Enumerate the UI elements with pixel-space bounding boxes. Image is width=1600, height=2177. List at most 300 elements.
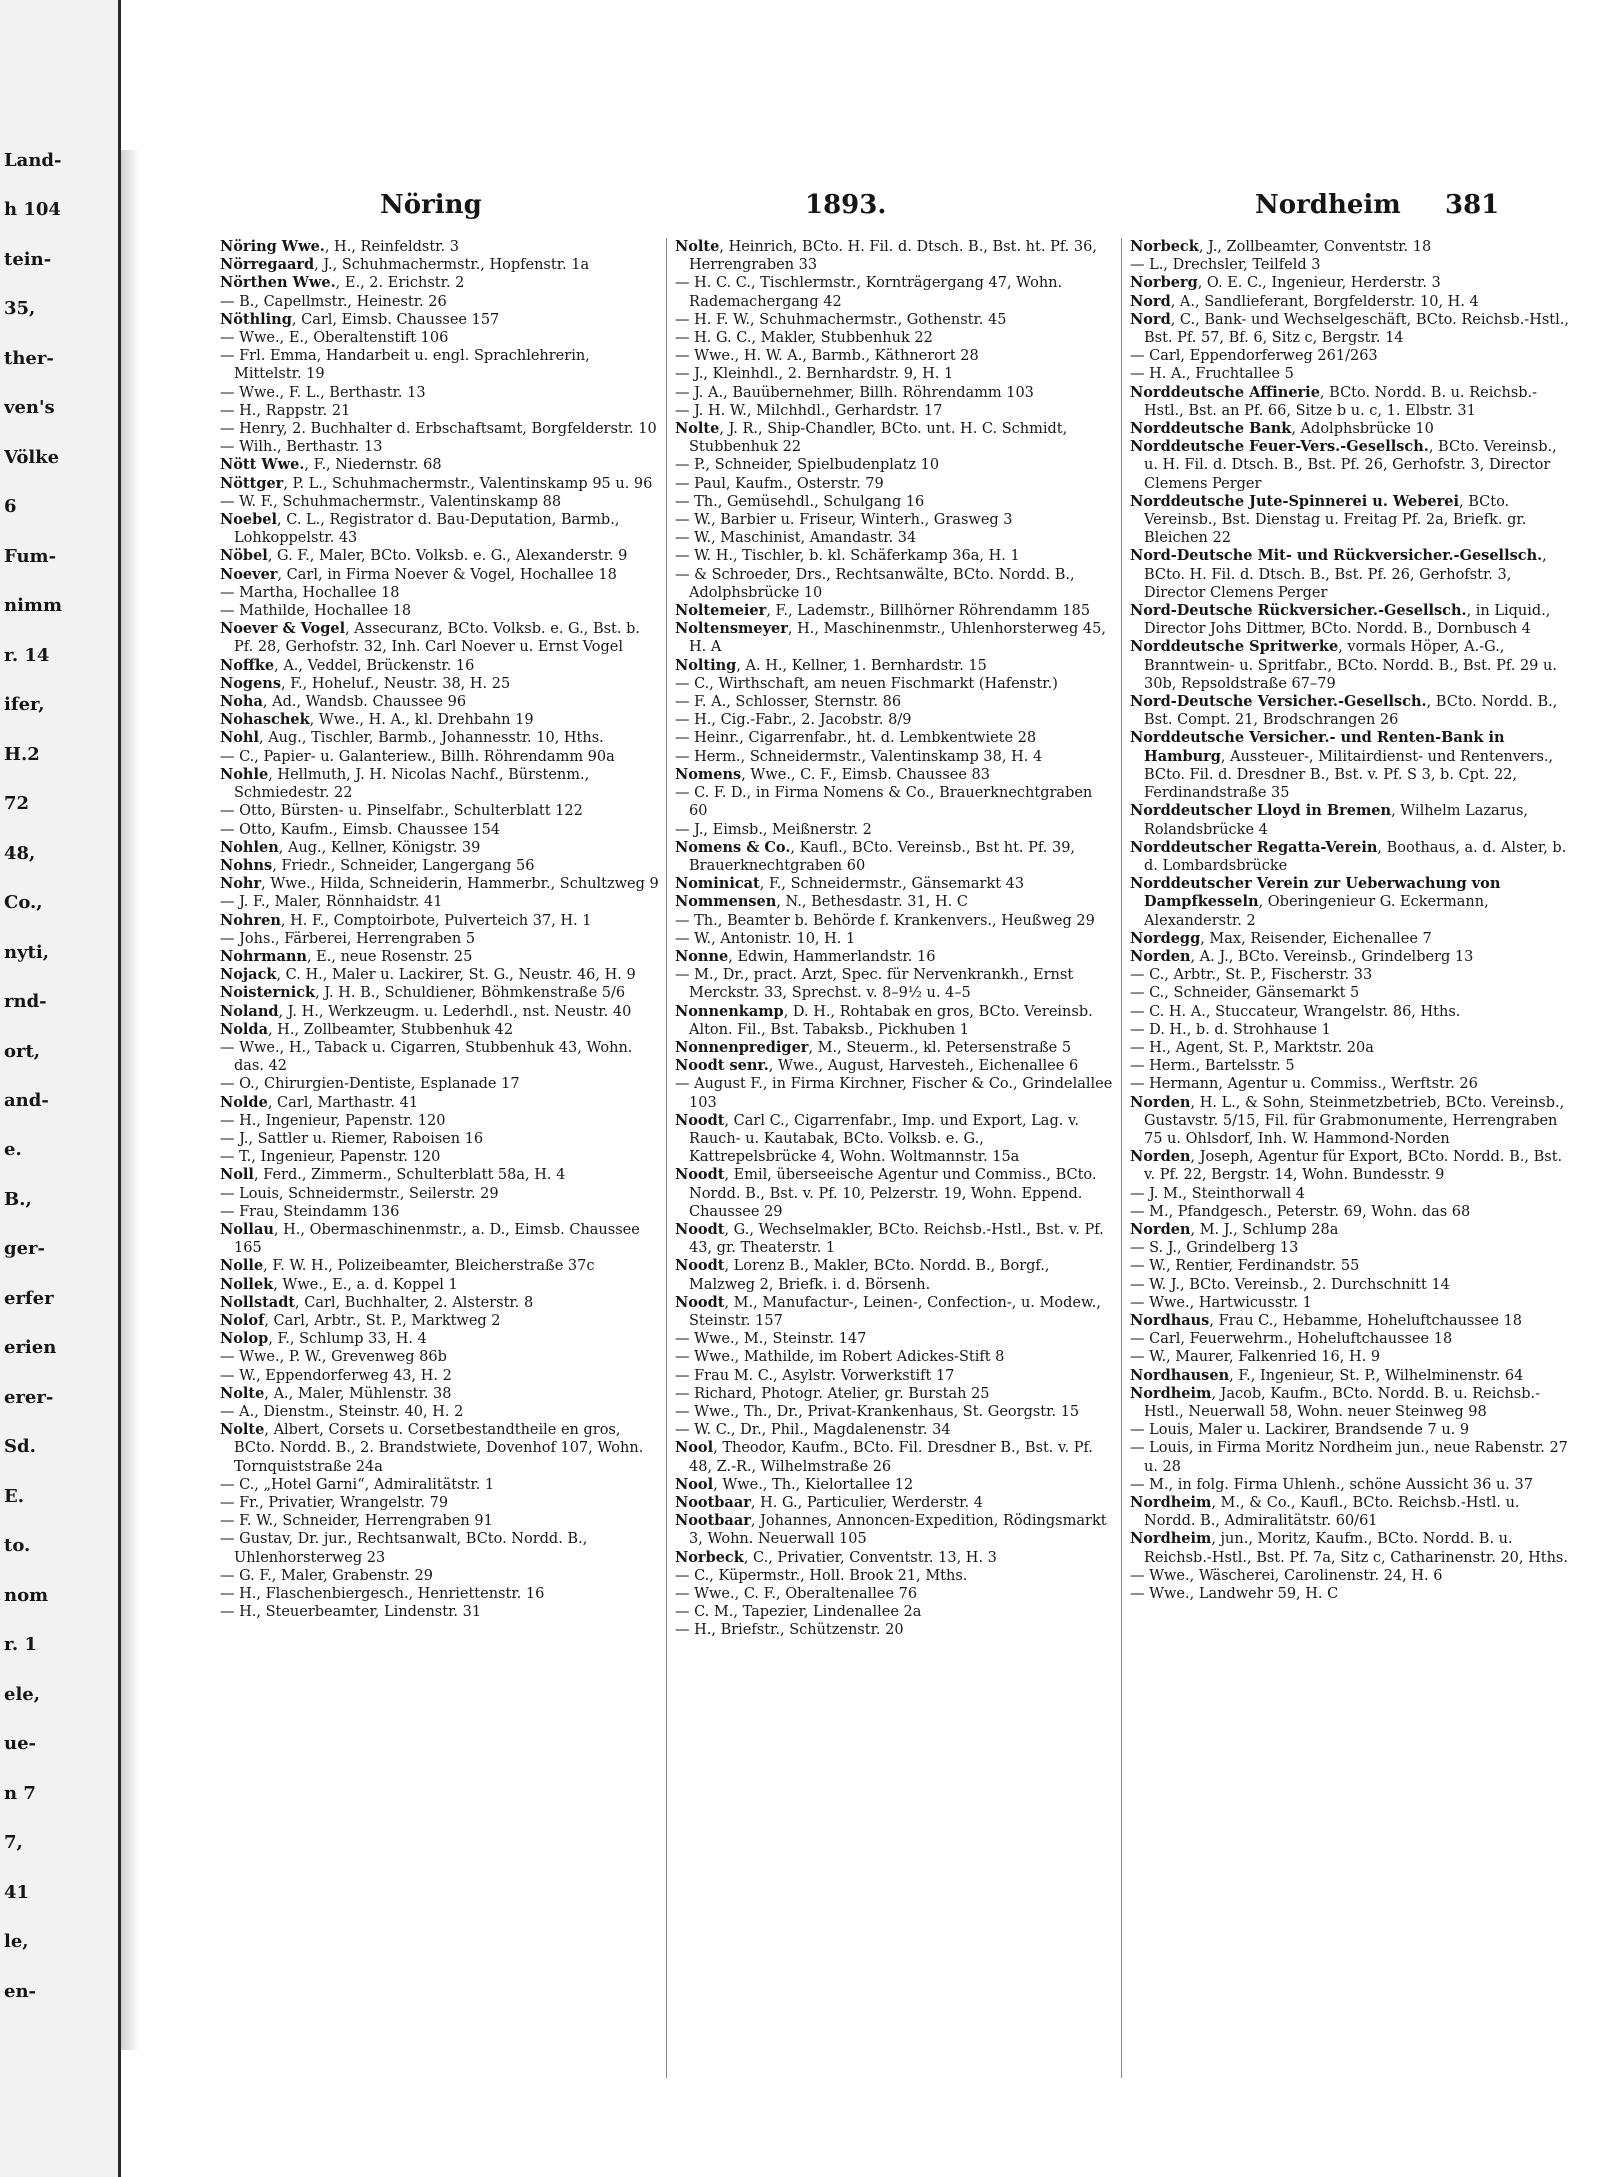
directory-entry: Nohle, Hellmuth, J. H. Nicolas Nachf., Bürstenm., Schmiedestr. 22 — [220, 765, 590, 802]
directory-entry: Nolof, Carl, Arbtr., St. P., Marktweg 2 — [220, 1311, 501, 1329]
directory-entry: Norden, A. J., BCto. Vereinsb., Grindelberg 13 — [1130, 947, 1474, 965]
facing-page-fragment: ue- — [4, 1733, 37, 1754]
facing-page-fragment: nyti, — [4, 942, 49, 963]
directory-entry: Norbeck, C., Privatier, Conventstr. 13, H. 3 — [675, 1548, 997, 1566]
directory-entry: Nonnenprediger, M., Steuerm., kl. Petersenstraße 5 — [675, 1038, 1072, 1056]
entry-name: Nord-Deutsche Mit- und Rückversicher.-Gesellsch. — [1130, 547, 1543, 565]
directory-entry: — W. J., BCto. Vereinsb., 2. Durchschnitt 14 — [1130, 1276, 1450, 1293]
facing-page-fragment: Völke — [4, 447, 60, 468]
directory-entry: Nohlen, Aug., Kellner, Königstr. 39 — [220, 838, 481, 856]
entry-name: Noever — [220, 565, 278, 583]
facing-page-fragment: H.2 — [4, 744, 40, 765]
directory-entry: — & Schroeder, Drs., Rechtsanwälte, BCto. Nordd. B., Adolphsbrücke 10 — [675, 566, 1075, 601]
directory-entry: — H., Ingenieur, Papenstr. 120 — [220, 1112, 446, 1129]
directory-entry: Nolte, J. R., Ship-Chandler, BCto. unt. H. C. Schmidt, Stubbenhuk 22 — [675, 420, 1068, 456]
entry-name: Noodt — [675, 1166, 725, 1184]
entry-name: Nord-Deutsche Rückversicher.-Gesellsch. — [1130, 602, 1467, 620]
facing-page-fragment: ifer, — [4, 694, 45, 715]
directory-entry: Noodt senr., Wwe., August, Harvesteh., Eichenallee 6 — [675, 1057, 1079, 1075]
directory-entry: — S. J., Grindelberg 13 — [1130, 1240, 1299, 1257]
directory-entry: Nordheim, Jacob, Kaufm., BCto. Nordd. B. u. Reichsb.-Hstl., Neuerwall 58, Wohn. neuer Steinweg 98 — [1130, 1384, 1541, 1420]
directory-entry: Nollau, H., Obermaschinenmstr., a. D., Eimsb. Chaussee 165 — [220, 1220, 640, 1257]
directory-entry: — W., Maurer, Falkenried 16, H. 9 — [1130, 1349, 1381, 1366]
entry-name: Noisternick — [220, 984, 316, 1002]
directory-entry: — Frau M. C., Asylstr. Vorwerkstift 17 — [675, 1367, 955, 1384]
entry-name: Noebel — [220, 511, 278, 529]
directory-entry: Nolop, F., Schlump 33, H. 4 — [220, 1330, 427, 1348]
entry-name: Nöring Wwe. — [220, 238, 325, 255]
facing-page-fragment: ele, — [4, 1684, 41, 1705]
directory-entry: — P., Schneider, Spielbudenplatz 10 — [675, 457, 940, 474]
directory-entry: — Wwe., Hartwicusstr. 1 — [1130, 1294, 1312, 1311]
directory-entry: — H., Cig.-Fabr., 2. Jacobstr. 8/9 — [675, 712, 912, 729]
directory-entry: — H. G. C., Makler, Stubbenhuk 22 — [675, 330, 933, 347]
directory-entry: — B., Capellmstr., Heinestr. 26 — [220, 293, 447, 310]
directory-entry: Noodt, Lorenz B., Makler, BCto. Nordd. B., Borgf., Malzweg 2, Briefk. i. d. Börsenh. — [675, 1257, 1050, 1293]
directory-entry: — Wwe., C. F., Oberaltenallee 76 — [675, 1586, 918, 1603]
directory-entry: — M., in folg. Firma Uhlenh., schöne Aussicht 36 u. 37 — [1130, 1476, 1533, 1493]
directory-entry: — C., Arbtr., St. P., Fischerstr. 33 — [1130, 967, 1373, 984]
directory-entry: — Wwe., M., Steinstr. 147 — [675, 1331, 867, 1348]
directory-entry: Norddeutsche Versicher.- und Renten-Bank in Hamburg, Aussteuer-, Militairdienst- und Rentenvers., BCto. Fil. d. Dresdner B., Bst. v. Pf. S 3, b. Cpt. 22, Ferdinandstraße 35 — [1130, 729, 1554, 802]
entry-name: Nordhaus — [1130, 1311, 1210, 1329]
directory-entry: — J., Sattler u. Riemer, Raboisen 16 — [220, 1130, 484, 1147]
directory-entry: — Herm., Bartelsstr. 5 — [1130, 1058, 1295, 1075]
entry-name: Nött Wwe. — [220, 456, 305, 474]
facing-page-fragment: ther- — [4, 348, 54, 369]
directory-entry: Noland, J. H., Werkzeugm. u. Lederhdl., nst. Neustr. 40 — [220, 1002, 632, 1020]
column-rule — [666, 238, 667, 2078]
directory-entry: — Mathilde, Hochallee 18 — [220, 603, 412, 620]
facing-page-fragment: E. — [4, 1486, 24, 1507]
entry-name: Nolting — [675, 656, 737, 674]
directory-entry: — C., Papier- u. Galanteriew., Billh. Röhrendamm 90a — [220, 748, 615, 765]
entry-name: Noll — [220, 1166, 254, 1184]
entry-name: Nörthen Wwe. — [220, 274, 336, 292]
entry-name: Nordegg — [1130, 929, 1201, 947]
directory-entry: Nootbaar, H. G., Particulier, Werderstr. 4 — [675, 1494, 983, 1512]
directory-entry: — H. F. W., Schuhmachermstr., Gothenstr. 45 — [675, 311, 1007, 328]
entry-name: Norddeutsche Spritwerke — [1130, 638, 1339, 656]
directory-entry: Nonne, Edwin, Hammerlandstr. 16 — [675, 947, 936, 965]
entry-name: Nomens & Co. — [675, 838, 791, 856]
facing-page-fragment: 7, — [4, 1832, 23, 1853]
directory-entry: — C., „Hotel Garni“, Admiralitätstr. 1 — [220, 1476, 495, 1493]
entry-name: Nool — [675, 1475, 714, 1493]
directory-entry: Nöthling, Carl, Eimsb. Chaussee 157 — [220, 310, 500, 328]
directory-entry: Noodt, M., Manufactur-, Leinen-, Confection-, u. Modew., Steinstr. 157 — [675, 1293, 1101, 1329]
entry-name: Nörregaard — [220, 256, 315, 274]
directory-entry: Nohrmann, E., neue Rosenstr. 25 — [220, 947, 473, 965]
directory-entry: — O., Chirurgien-Dentiste, Esplanade 17 — [220, 1076, 520, 1093]
directory-entry: — W., Rentier, Ferdinandstr. 55 — [1130, 1258, 1360, 1275]
directory-entry: Nordegg, Max, Reisender, Eichenallee 7 — [1130, 929, 1432, 947]
directory-entry: Norddeutsche Bank, Adolphsbrücke 10 — [1130, 420, 1434, 438]
entry-name: Nonnenprediger — [675, 1038, 809, 1056]
directory-entry: — D. H., b. d. Strohhause 1 — [1130, 1021, 1331, 1038]
entry-name: Noodt senr. — [675, 1057, 769, 1075]
directory-entry: Nolte, Heinrich, BCto. H. Fil. d. Dtsch. B., Bst. ht. Pf. 36, Herrengraben 33 — [675, 238, 1097, 274]
directory-entry: Nörthen Wwe., E., 2. Erichstr. 2 — [220, 274, 465, 292]
directory-entry: — Herm., Schneidermstr., Valentinskamp 38, H. 4 — [675, 748, 1043, 765]
directory-entry: — F. W., Schneider, Herrengraben 91 — [220, 1513, 493, 1530]
entry-name: Nollek — [220, 1275, 274, 1293]
directory-entry: Nollstadt, Carl, Buchhalter, 2. Alsterstr. 8 — [220, 1293, 534, 1311]
directory-entry: Norberg, O. E. C., Ingenieur, Herderstr. 3 — [1130, 274, 1441, 292]
facing-page-fragment: 72 — [4, 793, 30, 814]
facing-page-fragment: and- — [4, 1090, 49, 1111]
entry-name: Nollau — [220, 1220, 274, 1238]
directory-entry: Nool, Wwe., Th., Kielortallee 12 — [675, 1475, 914, 1493]
directory-entry: — W. H., Tischler, b. kl. Schäferkamp 36a, H. 1 — [675, 548, 1020, 565]
directory-column-2 — [675, 238, 1115, 2078]
facing-page-fragment: e. — [4, 1139, 22, 1160]
directory-entry: — Johs., Färberei, Herrengraben 5 — [220, 930, 476, 947]
entry-name: Nollstadt — [220, 1293, 296, 1311]
directory-entry: — Otto, Bürsten- u. Pinselfabr., Schulterblatt 122 — [220, 803, 583, 820]
directory-entry: — M., Pfandgesch., Peterstr. 69, Wohn. das 68 — [1130, 1203, 1471, 1220]
facing-page-fragment: r. 14 — [4, 645, 50, 666]
directory-entry: Nött Wwe., F., Niedernstr. 68 — [220, 456, 442, 474]
facing-page-fragment: Land- — [4, 150, 62, 171]
directory-entry: Noisternick, J. H. B., Schuldiener, Böhmkenstraße 5/6 — [220, 984, 626, 1002]
entry-name: Nolda — [220, 1020, 268, 1038]
directory-entry: Nohr, Wwe., Hilda, Schneiderin, Hammerbr., Schultzweg 9 — [220, 875, 659, 893]
directory-entry: Nordheim, M., & Co., Kaufl., BCto. Reichsb.-Hstl. u. Nordd. B., Admiralitätstr. 60/61 — [1130, 1494, 1520, 1530]
directory-entry: Norden, M. J., Schlump 28a — [1130, 1220, 1339, 1238]
directory-entry: Nonnenkamp, D. H., Rohtabak en gros, BCto. Vereinsb. Alton. Fil., Bst. Tabaksb., Pickhuben 1 — [675, 1002, 1093, 1038]
directory-entry: — T., Ingenieur, Papenstr. 120 — [220, 1149, 441, 1166]
directory-entry: — H. C. C., Tischlermstr., Kornträgergang 47, Wohn. Rademachergang 42 — [675, 275, 1063, 310]
directory-column-1 — [220, 238, 660, 2078]
facing-page-fragment: erer- — [4, 1387, 54, 1408]
entry-name: Nomens — [675, 765, 742, 783]
directory-entry: Nool, Theodor, Kaufm., BCto. Fil. Dresdner B., Bst. v. Pf. 48, Z.-R., Wilhelmstraße 26 — [675, 1439, 1093, 1475]
entry-name: Nohrmann — [220, 947, 307, 965]
entry-name: Noodt — [675, 1220, 725, 1238]
directory-entry: Nolte, Albert, Corsets u. Corsetbestandtheile en gros, BCto. Nordd. B., 2. Brandstwiete, Dovenhof 107, Wohn. Tornquiststraße 24a — [220, 1421, 644, 1475]
facing-page-fragment: ort, — [4, 1041, 41, 1062]
directory-entry: — W. C., Dr., Phil., Magdalenenstr. 34 — [675, 1422, 951, 1439]
directory-entry: — C., Schneider, Gänsemarkt 5 — [1130, 985, 1360, 1002]
entry-name: Nordheim — [1130, 1530, 1212, 1548]
directory-entry: — Carl, Feuerwehrm., Hoheluftchaussee 18 — [1130, 1331, 1453, 1348]
directory-entry: Nolda, H., Zollbeamter, Stubbenhuk 42 — [220, 1020, 514, 1038]
entry-name: Nommensen — [675, 893, 777, 911]
page-number: 381 — [1445, 190, 1500, 220]
facing-page-fragment: erfer — [4, 1288, 54, 1309]
entry-name: Nonne — [675, 947, 729, 965]
entry-name: Noha — [220, 693, 263, 711]
directory-entry: Norddeutsche Affinerie, BCto. Nordd. B. u. Reichsb.-Hstl., Bst. an Pf. 66, Sitze b u. c, 1. Elbstr. 31 — [1130, 383, 1538, 419]
directory-entry: Noodt, Emil, überseeische Agentur und Commiss., BCto. Nordd. B., Bst. v. Pf. 10, Pelzerstr. 19, Wohn. Eppend. Chaussee 29 — [675, 1166, 1097, 1220]
directory-entry: Nomens & Co., Kaufl., BCto. Vereinsb., Bst ht. Pf. 39, Brauerknechtgraben 60 — [675, 838, 1076, 874]
directory-entry: Nordhausen, F., Ingenieur, St. P., Wilhelminenstr. 64 — [1130, 1366, 1524, 1384]
facing-page-fragment: tein- — [4, 249, 52, 270]
directory-column-3 — [1130, 238, 1570, 2078]
directory-entry: Norden, Joseph, Agentur für Export, BCto. Nordd. B., Bst. v. Pf. 22, Bergstr. 14, Wohn. Bundesstr. 9 — [1130, 1148, 1563, 1184]
entry-name: Nohr — [220, 875, 262, 893]
directory-entry: Nogens, F., Hoheluf., Neustr. 38, H. 25 — [220, 674, 511, 692]
directory-entry: Nojack, C. H., Maler u. Lackirer, St. G., Neustr. 46, H. 9 — [220, 966, 636, 984]
entry-name: Nöthling — [220, 310, 292, 328]
directory-entry: Nomens, Wwe., C. F., Eimsb. Chaussee 83 — [675, 765, 991, 783]
directory-entry: — H., Briefstr., Schützenstr. 20 — [675, 1622, 904, 1639]
directory-entry: Noha, Ad., Wandsb. Chaussee 96 — [220, 693, 467, 711]
directory-entry: — Wwe., P. W., Grevenweg 86b — [220, 1349, 447, 1366]
directory-entry: Noltensmeyer, H., Maschinenmstr., Uhlenhorsterweg 45, H. A — [675, 620, 1106, 656]
directory-entry: Norddeutsche Jute-Spinnerei u. Weberei, BCto. Vereinsb., Bst. Dienstag u. Freitag Pf. 2a, Briefk. gr. Bleichen 22 — [1130, 492, 1527, 547]
directory-entry: — Paul, Kaufm., Osterstr. 79 — [675, 475, 884, 492]
directory-entry: — August F., in Firma Kirchner, Fischer & Co., Grindelallee 103 — [675, 1076, 1113, 1111]
directory-entry: Nord-Deutsche Rückversicher.-Gesellsch., in Liquid., Director Johs Dittmer, BCto. Nordd. B., Dornbusch 4 — [1130, 602, 1551, 638]
facing-page-fragment: to. — [4, 1535, 31, 1556]
facing-page-fragment: 6 — [4, 496, 17, 517]
entry-name: Noland — [220, 1002, 279, 1020]
directory-entry: Norddeutscher Lloyd in Bremen, Wilhelm Lazarus, Rolandsbrücke 4 — [1130, 802, 1529, 838]
entry-name: Nöttger — [220, 474, 284, 492]
entry-name: Norddeutsche Jute-Spinnerei u. Weberei — [1130, 492, 1460, 510]
entry-name: Nootbaar — [675, 1494, 751, 1512]
entry-name: Nord — [1130, 292, 1171, 310]
entry-name: Nominicat — [675, 875, 760, 893]
directory-entry: — Richard, Photogr. Atelier, gr. Burstah 25 — [675, 1385, 990, 1402]
facing-page-fragment: 41 — [4, 1882, 30, 1903]
directory-entry: Noodt, G., Wechselmakler, BCto. Reichsb.-Hstl., Bst. v. Pf. 43, gr. Theaterstr. 1 — [675, 1220, 1104, 1257]
directory-entry: Norddeutscher Verein zur Ueberwachung von Dampfkesseln, Oberingenieur G. Eckermann, Alexanderstr. 2 — [1130, 875, 1501, 929]
directory-entry: Nord, C., Bank- und Wechselgeschäft, BCto. Reichsb.-Hstl., Bst. Pf. 57, Bf. 6, Sitz c, Bergstr. 14 — [1130, 310, 1569, 347]
directory-entry: — H., Steuerbeamter, Lindenstr. 31 — [220, 1604, 482, 1621]
directory-entry: — J. H. W., Milchhdl., Gerhardstr. 17 — [675, 402, 943, 419]
entry-name: Nolte — [675, 420, 720, 438]
directory-entry: — Frl. Emma, Handarbeit u. engl. Sprachlehrerin, Mittelstr. 19 — [220, 348, 590, 383]
directory-entry: Norddeutsche Feuer-Vers.-Gesellsch., BCto. Vereinsb., u. H. Fil. d. Dtsch. B., Bst. Pf. 26, Gerhofstr. 3, Director Clemens Perger — [1130, 438, 1557, 492]
directory-entry: — F. A., Schlosser, Sternstr. 86 — [675, 694, 902, 711]
directory-entry: — Wwe., Th., Dr., Privat-Krankenhaus, St. Georgstr. 15 — [675, 1404, 1080, 1420]
directory-entry: — Wwe., H. W. A., Barmb., Käthnerort 28 — [675, 348, 979, 365]
directory-entry: — C. F. D., in Firma Nomens & Co., Brauerknechtgraben 60 — [675, 785, 1093, 820]
entry-name: Nord — [1130, 310, 1171, 328]
directory-entry: — J. F., Maler, Rönnhaidstr. 41 — [220, 894, 443, 911]
entry-name: Noltensmeyer — [675, 620, 788, 638]
directory-entry: Nordheim, jun., Moritz, Kaufm., BCto. Nordd. B. u. Reichsb.-Hstl., Bst. Pf. 7a, Sitz c, Catharinenstr. 20, Hths. — [1130, 1530, 1568, 1566]
directory-entry: Nominicat, F., Schneidermstr., Gänsemarkt 43 — [675, 875, 1025, 893]
directory-entry: Norden, H. L., & Sohn, Steinmetzbetrieb, BCto. Vereinsb., Gustavstr. 5/15, Fil. für Grabmonumente, Herrengraben 75 u. Ohlsdorf, Inh. W. Hammond-Norden — [1130, 1093, 1565, 1147]
directory-entry: — H. A., Fruchtallee 5 — [1130, 366, 1294, 383]
directory-entry: — C., Wirthschaft, am neuen Fischmarkt (Hafenstr.) — [675, 675, 1058, 692]
entry-name: Nordhausen — [1130, 1366, 1230, 1384]
entry-name: Noever & Vogel — [220, 620, 346, 638]
entry-name: Nordheim — [1130, 1494, 1212, 1512]
entry-name: Norddeutsche Affinerie — [1130, 383, 1320, 401]
entry-name: Nolop — [220, 1330, 269, 1348]
facing-page-fragment: B., — [4, 1189, 32, 1210]
directory-entry: Norbeck, J., Zollbeamter, Conventstr. 18 — [1130, 238, 1432, 255]
directory-entry: — H., Rappstr. 21 — [220, 402, 351, 419]
directory-entry: — M., Dr., pract. Arzt, Spec. für Nervenkrankh., Ernst Merckstr. 33, Sprechst. v. 8–9½ u. 4–5 — [675, 967, 1074, 1002]
entry-name: Nolle — [220, 1257, 264, 1275]
directory-entry: Nohren, H. F., Comptoirbote, Pulverteich 37, H. 1 — [220, 911, 592, 929]
facing-page-fragment: Sd. — [4, 1436, 36, 1457]
directory-entry: — Th., Beamter b. Behörde f. Krankenvers., Heußweg 29 — [675, 912, 1095, 929]
directory-entry: Nollek, Wwe., E., a. d. Koppel 1 — [220, 1275, 458, 1293]
entry-name: Noodt — [675, 1293, 725, 1311]
directory-entry: Nohns, Friedr., Schneider, Langergang 56 — [220, 856, 535, 874]
facing-page-fragment: n 7 — [4, 1783, 36, 1804]
directory-entry: — Wwe., Wäscherei, Carolinenstr. 24, H. 6 — [1130, 1567, 1443, 1584]
directory-entry: — Fr., Privatier, Wrangelstr. 79 — [220, 1495, 449, 1512]
directory-entry: — Wwe., F. L., Berthastr. 13 — [220, 384, 426, 401]
facing-page-fragment: rnd- — [4, 991, 47, 1012]
directory-entry: — Wwe., Landwehr 59, H. C — [1130, 1586, 1339, 1603]
entry-name: Nohaschek — [220, 711, 310, 729]
entry-name: Nojack — [220, 966, 277, 984]
directory-entry: — H., Flaschenbiergesch., Henriettenstr. 16 — [220, 1586, 545, 1603]
entry-name: Norden — [1130, 1093, 1191, 1111]
directory-entry: Noll, Ferd., Zimmerm., Schulterblatt 58a, H. 4 — [220, 1166, 566, 1184]
entry-name: Nonnenkamp — [675, 1002, 784, 1020]
facing-page-fragment: ger- — [4, 1238, 45, 1259]
directory-entry: Nordhaus, Frau C., Hebamme, Hoheluftchaussee 18 — [1130, 1311, 1523, 1329]
directory-entry: — W. F., Schuhmachermstr., Valentinskamp 88 — [220, 493, 562, 510]
directory-entry: — Wwe., Mathilde, im Robert Adickes-Stift 8 — [675, 1349, 1005, 1366]
directory-entry: — Wwe., H., Taback u. Cigarren, Stubbenhuk 43, Wohn. das. 42 — [220, 1039, 633, 1075]
directory-entry: — C. H. A., Stuccateur, Wrangelstr. 86, Hths. — [1130, 1003, 1461, 1020]
facing-page-fragment: Co., — [4, 892, 43, 913]
entry-name: Norddeutsche Feuer-Vers.-Gesellsch. — [1130, 438, 1429, 456]
directory-entry: Nord, A., Sandlieferant, Borgfelderstr. 10, H. 4 — [1130, 292, 1479, 310]
entry-name: Nolde — [220, 1093, 268, 1111]
entry-name: Norddeutsche Bank — [1130, 420, 1292, 438]
facing-page-fragment: nimm — [4, 595, 63, 616]
directory-entry: — H., Agent, St. P., Marktstr. 20a — [1130, 1039, 1374, 1056]
entry-name: Norden — [1130, 947, 1191, 965]
entry-name: Nootbaar — [675, 1512, 751, 1530]
directory-entry: Nord-Deutsche Mit- und Rückversicher.-Gesellsch., BCto. H. Fil. d. Dtsch. B., Bst. Pf. 26, Gerhofstr. 3, Director Clemens Perger — [1130, 547, 1547, 601]
directory-entry: Nörregaard, J., Schuhmachermstr., Hopfenstr. 1a — [220, 256, 590, 274]
directory-entry: — Gustav, Dr. jur., Rechtsanwalt, BCto. Nordd. B., Uhlenhorsterweg 23 — [220, 1531, 588, 1566]
directory-entry: Nohaschek, Wwe., H. A., kl. Drehbahn 19 — [220, 711, 534, 729]
directory-page — [150, 150, 1590, 2100]
entry-name: Nohlen — [220, 838, 279, 856]
directory-entry: — Heinr., Cigarrenfabr., ht. d. Lembkentwiete 28 — [675, 730, 1037, 747]
facing-page-fragments — [0, 150, 118, 2050]
directory-entry: — Wwe., E., Oberaltenstift 106 — [220, 330, 449, 347]
directory-entry: — J., Eimsb., Meißnerstr. 2 — [675, 821, 872, 838]
directory-entry: — Wilh., Berthastr. 13 — [220, 439, 383, 456]
directory-entry: — Louis, Schneidermstr., Seilerstr. 29 — [220, 1185, 499, 1202]
directory-entry: Noltemeier, F., Lademstr., Billhörner Röhrendamm 185 — [675, 602, 1091, 620]
directory-entry: — Hermann, Agentur u. Commiss., Werftstr. 26 — [1130, 1076, 1478, 1093]
directory-entry: — Frau, Steindamm 136 — [220, 1203, 400, 1220]
entry-name: Norden — [1130, 1148, 1191, 1166]
directory-entry: Nolting, A. H., Kellner, 1. Bernhardstr. 15 — [675, 656, 987, 674]
entry-name: Nolte — [675, 238, 720, 255]
directory-entry: — W., Antonistr. 10, H. 1 — [675, 930, 856, 947]
directory-entry: Nohl, Aug., Tischler, Barmb., Johannesstr. 10, Hths. — [220, 729, 604, 747]
directory-entry: — L., Drechsler, Teilfeld 3 — [1130, 257, 1321, 274]
facing-page-fragment: en- — [4, 1981, 37, 2002]
entry-name: Nolte — [220, 1384, 265, 1402]
entry-name: Nogens — [220, 674, 281, 692]
entry-name: Norddeutscher Verein zur Ueberwachung von Dampfkesseln — [1130, 875, 1501, 911]
entry-name: Noodt — [675, 1257, 725, 1275]
facing-page-fragment: ven's — [4, 397, 55, 418]
directory-entry: — A., Dienstm., Steinstr. 40, H. 2 — [220, 1404, 464, 1420]
directory-entry: — Th., Gemüsehdl., Schulgang 16 — [675, 493, 925, 510]
entry-name: Norbeck — [675, 1548, 744, 1566]
facing-page-fragment: erien — [4, 1337, 57, 1358]
directory-entry: Norddeutscher Regatta-Verein, Boothaus, a. d. Alster, b. d. Lombardsbrücke — [1130, 838, 1567, 874]
entry-name: Nordheim — [1130, 1384, 1212, 1402]
directory-entry: — C., Küpermstr., Holl. Brook 21, Mths. — [675, 1567, 968, 1584]
directory-entry: — W., Maschinist, Amandastr. 34 — [675, 530, 917, 547]
directory-entry: Nolte, A., Maler, Mühlenstr. 38 — [220, 1384, 452, 1402]
directory-entry: Nöttger, P. L., Schuhmachermstr., Valentinskamp 95 u. 96 — [220, 474, 653, 492]
directory-entry: — Louis, Maler u. Lackirer, Brandsende 7 u. 9 — [1130, 1422, 1470, 1439]
running-head-left: Nöring — [380, 190, 482, 220]
directory-entry: Noever, Carl, in Firma Noever & Vogel, Hochallee 18 — [220, 565, 617, 583]
directory-entry: — Louis, in Firma Moritz Nordheim jun., neue Rabenstr. 27 u. 28 — [1130, 1440, 1568, 1475]
entry-name: Nohl — [220, 729, 259, 747]
directory-entry: — J., Kleinhdl., 2. Bernhardstr. 9, H. 1 — [675, 366, 954, 383]
entry-name: Noodt — [675, 1111, 725, 1129]
running-head — [220, 190, 1550, 230]
running-head-right: Nordheim — [1255, 190, 1401, 220]
entry-name: Norberg — [1130, 274, 1198, 292]
directory-entry: Nord-Deutsche Versicher.-Gesellsch., BCto. Nordd. B., Bst. Compt. 21, Brodschrangen 26 — [1130, 693, 1558, 729]
column-rule — [1121, 238, 1122, 2078]
directory-entry: Nommensen, N., Bethesdastr. 31, H. C — [675, 893, 968, 911]
directory-entry: Nöring Wwe., H., Reinfeldstr. 3 — [220, 238, 459, 255]
directory-entry: — Martha, Hochallee 18 — [220, 584, 400, 601]
entry-name: Norden — [1130, 1220, 1191, 1238]
directory-entry: — W., Eppendorferweg 43, H. 2 — [220, 1367, 452, 1384]
directory-entry: Nöbel, G. F., Maler, BCto. Volksb. e. G., Alexanderstr. 9 — [220, 547, 628, 565]
entry-name: Nohle — [220, 765, 269, 783]
entry-name: Nool — [675, 1439, 714, 1457]
facing-page-fragment: h 104 — [4, 199, 61, 220]
directory-entry: — W., Barbier u. Friseur, Winterh., Grasweg 3 — [675, 512, 1013, 529]
facing-page-fragment: 35, — [4, 298, 36, 319]
directory-entry: Noodt, Carl C., Cigarrenfabr., Imp. und Export, Lag. v. Rauch- u. Kautabak, BCto. Volksb. e. G., Kattrepelsbrücke 4, Wohn. Woltmannstr. 15a — [675, 1111, 1080, 1166]
directory-entry: Noever & Vogel, Assecuranz, BCto. Volksb. e. G., Bst. b. Pf. 28, Gerhofstr. 32, Inh. Carl Noever u. Ernst Vogel — [220, 620, 640, 656]
entry-name: Noffke — [220, 656, 275, 674]
entry-name: Norddeutsche Versicher.- und Renten-Bank in Hamburg — [1130, 729, 1505, 765]
directory-entry: — Carl, Eppendorferweg 261/263 — [1130, 348, 1378, 365]
entry-name: Norbeck — [1130, 238, 1199, 255]
entry-name: Nolof — [220, 1311, 265, 1329]
directory-entry: Nolde, Carl, Marthastr. 41 — [220, 1093, 419, 1111]
directory-entry: — Otto, Kaufm., Eimsb. Chaussee 154 — [220, 821, 501, 838]
facing-page-fragment: le, — [4, 1931, 29, 1952]
facing-page-fragment: 48, — [4, 843, 36, 864]
directory-entry: Nolle, F. W. H., Polizeibeamter, Bleicherstraße 37c — [220, 1257, 595, 1275]
directory-entry: Noffke, A., Veddel, Brückenstr. 16 — [220, 656, 475, 674]
entry-name: Nöbel — [220, 547, 268, 565]
entry-name: Nolte — [220, 1421, 265, 1439]
directory-entry: Nootbaar, Johannes, Annoncen-Expedition, Rödingsmarkt 3, Wohn. Neuerwall 105 — [675, 1512, 1107, 1548]
facing-page-fragment: nom — [4, 1585, 49, 1606]
directory-entry: — J. A., Bauübernehmer, Billh. Röhrendamm 103 — [675, 384, 1034, 401]
directory-entry: — Henry, 2. Buchhalter d. Erbschaftsamt, Borgfelderstr. 10 — [220, 421, 657, 438]
directory-entry: Norddeutsche Spritwerke, vormals Höper, A.-G., Branntwein- u. Spritfabr., BCto. Nordd. B., Bst. Pf. 29 u. 30b, Repsoldstraße 67–79 — [1130, 638, 1557, 692]
facing-page-fragment: r. 1 — [4, 1634, 37, 1655]
running-head-year: 1893. — [805, 190, 887, 220]
facing-page-fragment: Fum- — [4, 546, 57, 567]
entry-name: Noltemeier — [675, 602, 767, 620]
page-gutter-shadow — [121, 150, 139, 2050]
